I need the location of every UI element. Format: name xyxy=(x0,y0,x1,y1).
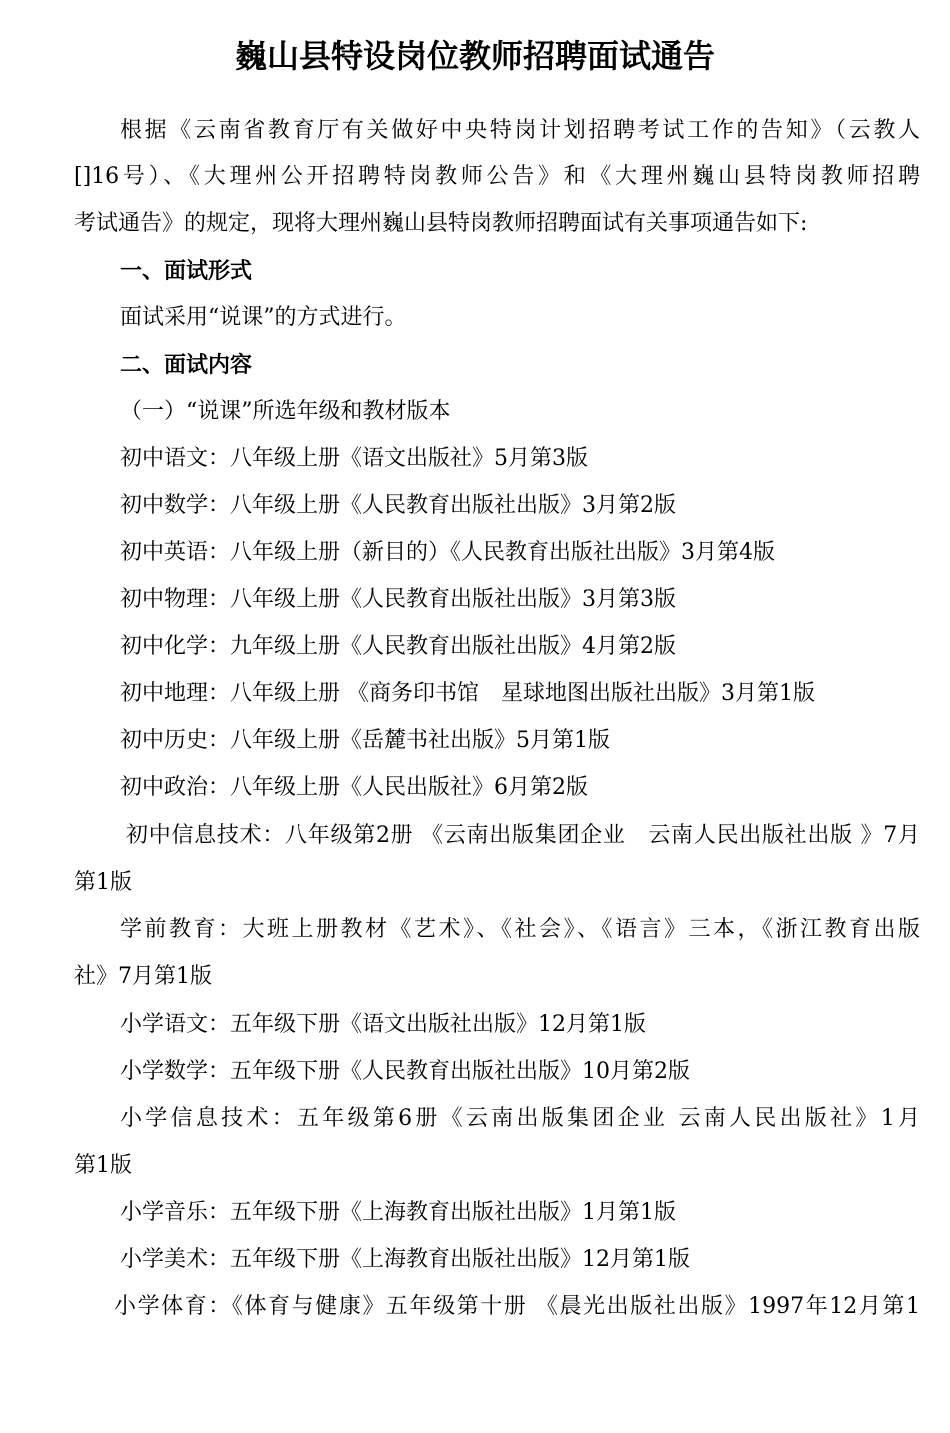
list-item: 初中物理：八年级上册《人民教育出版社出版》3月第3版 xyxy=(120,587,676,612)
primary-music: 小学音乐：五年级下册《上海教育出版社出版》1月第1版 xyxy=(120,1200,676,1225)
intro-line-2: []16号）、《大理州公开招聘特岗教师公告》和《大理州巍山县特岗教师招聘 xyxy=(74,164,920,189)
primary-art: 小学美术：五年级下册《上海教育出版社出版》12月第1版 xyxy=(120,1247,690,1272)
list-item: 初中地理：八年级上册 《商务印书馆 星球地图出版社出版》3月第1版 xyxy=(120,681,815,706)
section-2-heading: 二、面试内容 xyxy=(120,352,253,378)
preschool-line-1: 学前教育：大班上册教材《艺术》、《社会》、《语言》三本，《浙江教育出版 xyxy=(120,917,920,942)
preschool-line-2: 社》7月第1版 xyxy=(74,964,212,989)
primary-it-line-2: 第1版 xyxy=(74,1153,132,1178)
primary-chinese: 小学语文：五年级下册《语文出版社出版》12月第1版 xyxy=(120,1012,646,1037)
list-item: 初中政治：八年级上册《人民出版社》6月第2版 xyxy=(120,775,588,800)
intro-line-3: 考试通告》的规定，现将大理州巍山县特岗教师招聘面试有关事项通告如下: xyxy=(74,211,808,236)
intro-line-1: 根据《云南省教育厅有关做好中央特岗计划招聘考试工作的告知》（云教人 xyxy=(120,118,920,143)
list-item: 初中历史：八年级上册《岳麓书社出版》5月第1版 xyxy=(120,728,610,753)
primary-math: 小学数学：五年级下册《人民教育出版社出版》10月第2版 xyxy=(120,1059,690,1084)
section-1-text: 面试采用“说课”的方式进行。 xyxy=(120,305,407,330)
list-item: 初中数学：八年级上册《人民教育出版社出版》3月第2版 xyxy=(120,493,676,518)
document-title: 巍山县特设岗位教师招聘面试通告 xyxy=(234,37,715,75)
list-item: 初中语文：八年级上册《语文出版社》5月第3版 xyxy=(120,446,588,471)
section-2-subheading: （一）“说课”所选年级和教材版本 xyxy=(120,399,451,424)
primary-it-line-1: 小学信息技术：五年级第6册《云南出版集团企业 云南人民出版社》1月 xyxy=(120,1106,920,1131)
primary-pe: 小学体育：《体育与健康》五年级第十册 《晨光出版社出版》1997年12月第1 xyxy=(114,1294,920,1319)
info-tech-line-1: 初中信息技术：八年级第2册 《云南出版集团企业 云南人民出版社出版 》7月 xyxy=(126,823,920,848)
list-item: 初中化学：九年级上册《人民教育出版社出版》4月第2版 xyxy=(120,634,676,659)
list-item: 初中英语：八年级上册（新目的）《人民教育出版社出版》3月第4版 xyxy=(120,540,775,565)
info-tech-line-2: 第1版 xyxy=(74,870,132,895)
section-1-heading: 一、面试形式 xyxy=(120,258,253,284)
